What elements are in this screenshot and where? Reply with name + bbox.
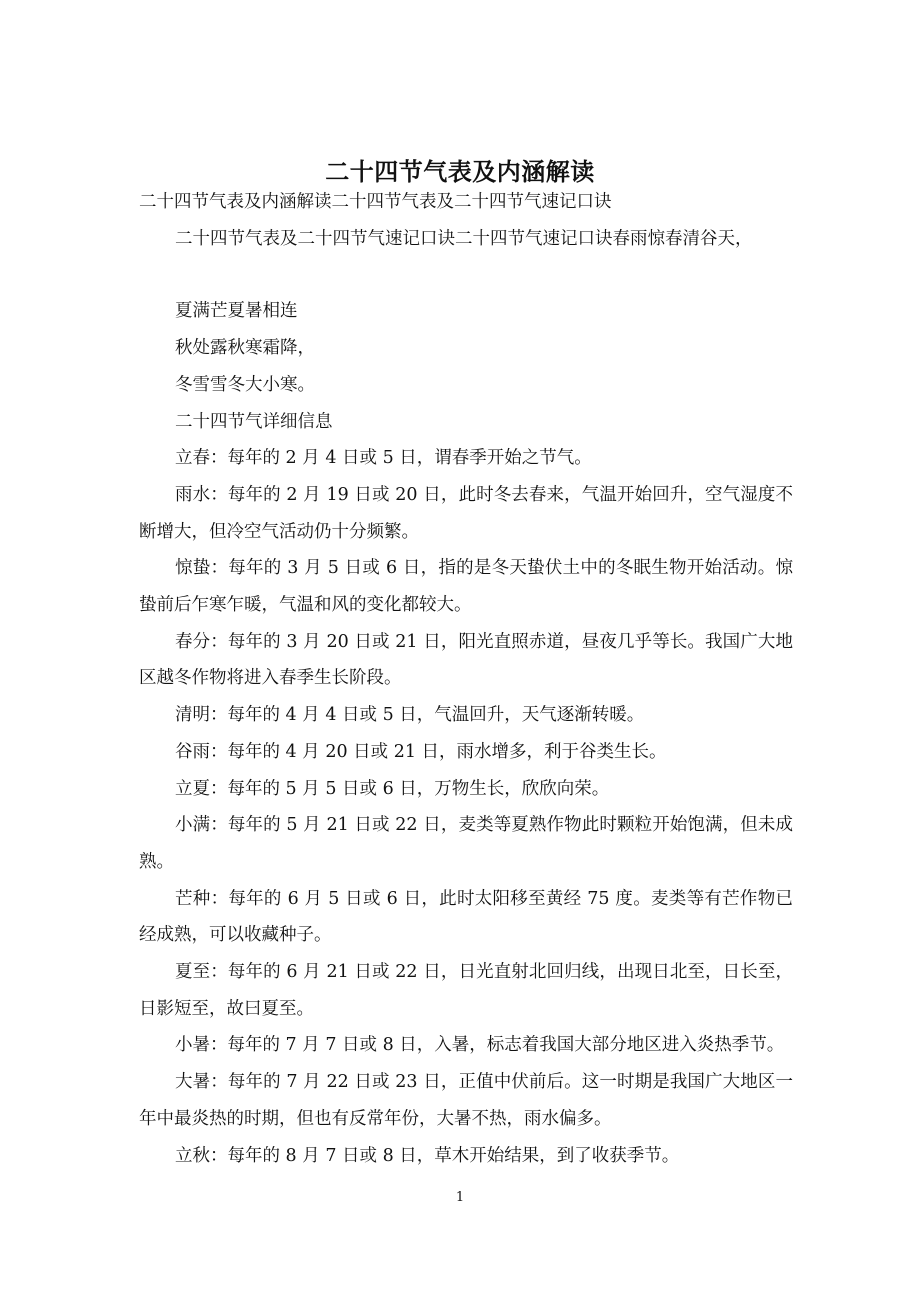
solar-term-entry: 立秋：每年的 8 月 7 日或 8 日，草木开始结果，到了收获季节。 (175, 1145, 680, 1166)
solar-term-entry: 谷雨：每年的 4 月 20 日或 21 日，雨水增多，利于谷类生长。 (175, 741, 667, 762)
mnemonic-line: 夏满芒夏暑相连 (175, 301, 298, 322)
intro-paragraph: 二十四节气表及内涵解读二十四节气表及二十四节气速记口诀 (139, 192, 612, 212)
mnemonic-intro-paragraph: 二十四节气表及二十四节气速记口诀二十四节气速记口诀春雨惊春清谷天， (175, 228, 753, 249)
document-body (139, 184, 793, 1174)
solar-term-entry: 春分：每年的 3 月 20 日或 21 日，阳光直照赤道，昼夜几乎等长。我国广大地区越冬作物将进入春季生长阶段。 (139, 631, 793, 689)
solar-term-entry: 大暑：每年的 7 月 22 日或 23 日，正值中伏前后。这一时期是我国广大地区一年中最炎热的时期，但也有反常年份，大暑不热，雨水偏多。 (139, 1072, 793, 1129)
solar-term-entry: 清明：每年的 4 月 4 日或 5 日，气温回升，天气逐渐转暖。 (175, 705, 645, 726)
mnemonic-line: 秋处露秋寒霜降， (175, 338, 315, 359)
page-title: 二十四节气表及内涵解读 (325, 157, 595, 187)
page-number: 1 (455, 1190, 465, 1205)
solar-term-entry: 小暑：每年的 7 月 7 日或 8 日，入暑，标志着我国大部分地区进入炎热季节。 (175, 1035, 785, 1056)
solar-term-entry: 立夏：每年的 5 月 5 日或 6 日，万物生长，欣欣向荣。 (175, 778, 610, 799)
solar-term-entry: 夏至：每年的 6 月 21 日或 22 日，日光直射北回归线，出现日北至，日长至，日影短至，故曰夏至。 (139, 962, 793, 1019)
mnemonic-line: 冬雪雪冬大小寒。 (175, 374, 315, 395)
solar-term-entry: 芒种：每年的 6 月 5 日或 6 日，此时太阳移至黄经 75 度。麦类等有芒作物已经成熟，可以收藏种子。 (139, 888, 793, 946)
solar-term-entry: 惊蛰：每年的 3 月 5 日或 6 日，指的是冬天蛰伏土中的冬眠生物开始活动。惊蛰前后乍寒乍暖，气温和风的变化都较大。 (139, 558, 793, 616)
solar-term-entry: 雨水：每年的 2 月 19 日或 20 日，此时冬去春来，气温开始回升，空气湿度不断增大，但冷空气活动仍十分频繁。 (139, 484, 793, 542)
solar-term-entry: 小满：每年的 5 月 21 日或 22 日，麦类等夏熟作物此时颗粒开始饱满，但未成熟。 (139, 815, 793, 872)
section-heading: 二十四节气详细信息 (175, 411, 333, 432)
solar-term-entry: 立春：每年的 2 月 4 日或 5 日，谓春季开始之节气。 (175, 448, 592, 469)
